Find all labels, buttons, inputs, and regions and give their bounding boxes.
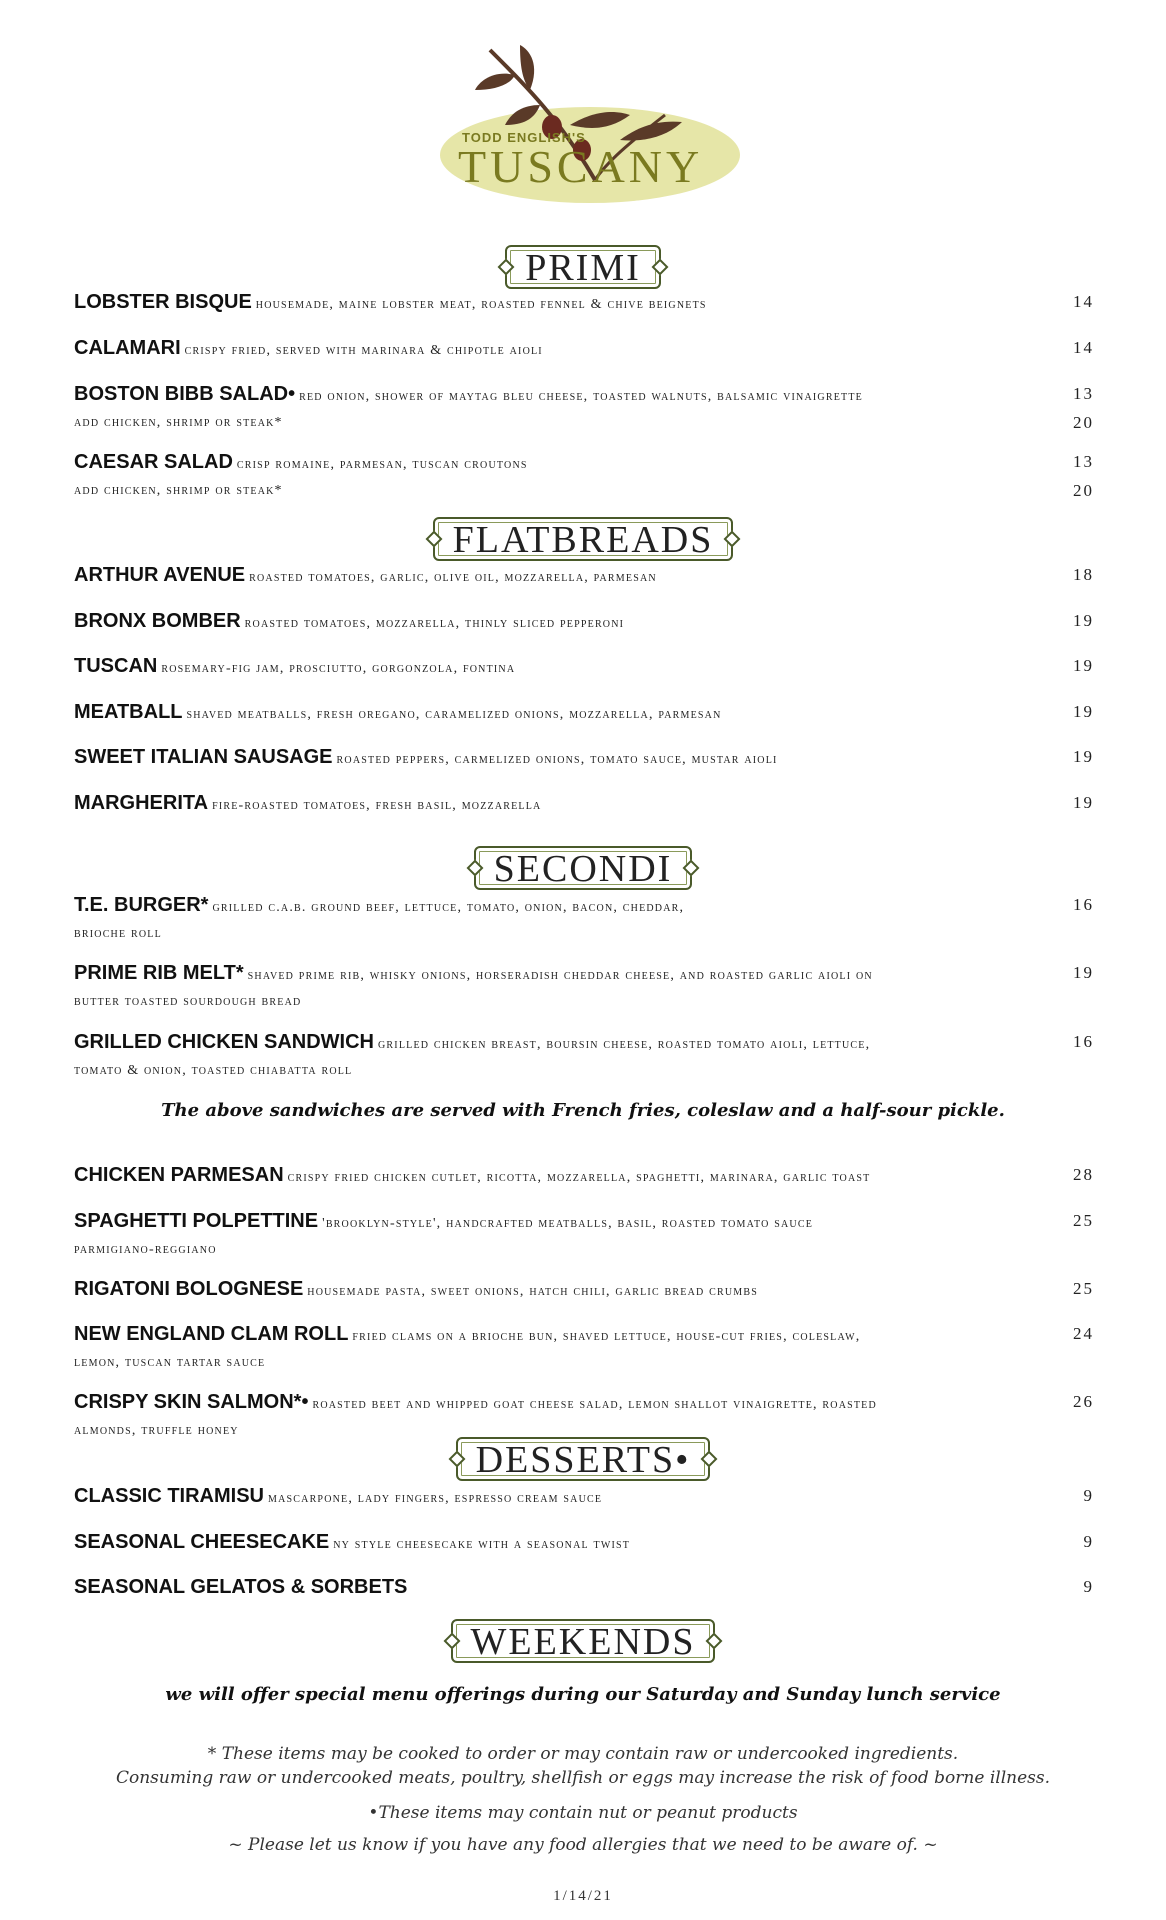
item-price: 26 — [1073, 1392, 1094, 1411]
item-name: ARTHUR AVENUE — [74, 564, 246, 586]
item-addon: add chicken, shrimp or steak* — [74, 415, 283, 430]
section-title: SECONDI — [474, 846, 693, 890]
menu-item — [74, 1162, 1094, 1191]
item-name: NEW ENGLAND CLAM ROLL — [74, 1323, 349, 1345]
item-description: fire-roasted tomatoes, fresh basil, mozzarella — [212, 798, 542, 813]
menu-item — [74, 1574, 1094, 1603]
item-name: CRISPY SKIN SALMON*• — [74, 1391, 309, 1413]
item-price: 19 — [1073, 702, 1094, 721]
item-price: 9 — [1083, 1532, 1094, 1551]
item-description-cont: brioche roll — [74, 926, 162, 941]
item-description: roasted peppers, carmelized onions, tomato sauce, mustar aioli — [336, 752, 778, 767]
olive-branch-logo-icon — [420, 30, 760, 210]
item-price: 24 — [1073, 1324, 1094, 1343]
item-description: crisp romaine, parmesan, tuscan croutons — [236, 457, 528, 472]
item-price: 25 — [1073, 1211, 1094, 1230]
item-name: SPAGHETTI POLPETTINE — [74, 1210, 319, 1232]
item-description: fried clams on a brioche bun, shaved lettuce, house-cut fries, coleslaw, — [352, 1329, 861, 1344]
weekends-note: we will offer special menu offerings during our Saturday and Sunday lunch service — [165, 1684, 1001, 1705]
item-name: SEASONAL CHEESECAKE — [74, 1531, 330, 1553]
item-description-cont: butter toasted sourdough bread — [74, 994, 302, 1009]
item-name: CALAMARI — [74, 337, 181, 359]
item-addon-price: 20 — [1073, 413, 1094, 432]
item-name: TUSCAN — [74, 655, 158, 677]
item-description: shaved meatballs, fresh oregano, caramelized onions, mozzarella, parmesan — [186, 707, 722, 722]
section-header-desserts — [0, 1437, 1166, 1481]
item-description: housemade, maine lobster meat, roasted fennel & chive beignets — [255, 297, 707, 312]
menu-item — [74, 744, 1094, 773]
sandwich-note: The above sandwiches are served with French fries, coleslaw and a half-sour pickle. — [161, 1100, 1005, 1121]
raw-warning-line-1: * These items may be cooked to order or may contain raw or undercooked ingredients. — [207, 1744, 959, 1764]
item-price: 14 — [1073, 292, 1094, 311]
item-name: MARGHERITA — [74, 792, 209, 814]
menu-item — [74, 1483, 1094, 1512]
item-description: ny style cheesecake with a seasonal twist — [333, 1537, 631, 1552]
menu-item — [74, 1529, 1094, 1558]
item-price: 19 — [1073, 611, 1094, 630]
item-price: 25 — [1073, 1279, 1094, 1298]
section-header-flatbreads — [0, 517, 1166, 561]
item-price: 16 — [1073, 895, 1094, 914]
item-name: GRILLED CHICKEN SANDWICH — [74, 1031, 374, 1053]
menu-date: 1/14/21 — [553, 1888, 613, 1904]
section-title: DESSERTS• — [456, 1437, 711, 1481]
item-name: SEASONAL GELATOS & SORBETS — [74, 1576, 408, 1598]
item-description-cont: tomato & onion, toasted chiabatta roll — [74, 1063, 353, 1078]
item-addon-price: 20 — [1073, 481, 1094, 500]
menu-item — [74, 699, 1094, 728]
item-price: 19 — [1073, 963, 1094, 982]
item-description: roasted tomatoes, garlic, olive oil, mozzarella, parmesan — [249, 570, 657, 585]
menu-item — [74, 289, 1094, 318]
item-description: grilled chicken breast, boursin cheese, roasted tomato aioli, lettuce, — [378, 1037, 871, 1052]
menu-item — [74, 960, 1094, 1015]
item-description: mascarpone, lady fingers, espresso cream sauce — [268, 1491, 603, 1506]
item-price: 18 — [1073, 565, 1094, 584]
item-description-cont: almonds, truffle honey — [74, 1423, 239, 1438]
tuscany-logo — [420, 30, 760, 210]
logo-big-text: TUSCANY — [458, 141, 704, 192]
menu-item — [74, 1389, 1094, 1444]
item-name: RIGATONI BOLOGNESE — [74, 1278, 304, 1300]
menu-item — [74, 562, 1094, 591]
section-header-primi — [0, 245, 1166, 289]
logo-small-text: TODD ENGLISH'S — [462, 130, 586, 145]
item-description: shaved prime rib, whisky onions, horseradish cheddar cheese, and roasted garlic aioli on — [247, 968, 873, 983]
item-name: CHICKEN PARMESAN — [74, 1164, 284, 1186]
allergy-note: ~ Please let us know if you have any food allergies that we need to be aware of. ~ — [228, 1835, 938, 1855]
item-price: 28 — [1073, 1165, 1094, 1184]
section-title: WEEKENDS — [451, 1619, 716, 1663]
section-title: FLATBREADS — [433, 517, 734, 561]
section-header-secondi — [0, 846, 1166, 890]
section-header-weekends — [0, 1619, 1166, 1663]
menu-item — [74, 1029, 1094, 1084]
item-description: rosemary-fig jam, prosciutto, gorgonzola, fontina — [161, 661, 516, 676]
item-name: BOSTON BIBB SALAD• — [74, 383, 296, 405]
section-title: PRIMI — [505, 245, 661, 289]
item-price: 19 — [1073, 747, 1094, 766]
item-name: BRONX BOMBER — [74, 610, 241, 632]
menu-item — [74, 335, 1094, 364]
item-description: crispy fried, served with marinara & chipotle aioli — [184, 343, 543, 358]
menu-item — [74, 790, 1094, 819]
menu-item — [74, 449, 1094, 504]
item-price: 16 — [1073, 1032, 1094, 1051]
item-description: roasted beet and whipped goat cheese salad, lemon shallot vinaigrette, roasted — [312, 1397, 877, 1412]
item-price: 9 — [1083, 1486, 1094, 1505]
item-price: 14 — [1073, 338, 1094, 357]
item-addon: add chicken, shrimp or steak* — [74, 483, 283, 498]
item-name: CAESAR SALAD — [74, 451, 233, 473]
item-description: grilled c.a.b. ground beef, lettuce, tomato, onion, bacon, cheddar, — [212, 900, 685, 915]
item-name: PRIME RIB MELT* — [74, 962, 244, 984]
item-price: 13 — [1073, 384, 1094, 403]
item-description-cont: parmigiano-reggiano — [74, 1242, 217, 1257]
item-price: 9 — [1083, 1577, 1094, 1596]
menu-item — [74, 653, 1094, 682]
raw-warning-line-2: Consuming raw or undercooked meats, poultry, shellfish or eggs may increase the risk of food borne illness. — [115, 1768, 1050, 1788]
menu-item — [74, 1321, 1094, 1376]
nut-warning: •These items may contain nut or peanut products — [368, 1803, 798, 1823]
item-description: red onion, shower of maytag bleu cheese, toasted walnuts, balsamic vinaigrette — [299, 389, 863, 404]
item-name: CLASSIC TIRAMISU — [74, 1485, 264, 1507]
item-name: LOBSTER BISQUE — [74, 291, 252, 313]
item-name: T.E. BURGER* — [74, 894, 209, 916]
menu-item — [74, 608, 1094, 637]
item-price: 19 — [1073, 793, 1094, 812]
item-description: roasted tomatoes, mozzarella, thinly sliced pepperoni — [244, 616, 625, 631]
menu-item — [74, 381, 1094, 436]
item-name: MEATBALL — [74, 701, 183, 723]
menu-item — [74, 1208, 1094, 1263]
item-description: 'brooklyn-style', handcrafted meatballs, basil, roasted tomato sauce — [322, 1216, 813, 1231]
item-price: 19 — [1073, 656, 1094, 675]
item-description-cont: lemon, tuscan tartar sauce — [74, 1355, 266, 1370]
menu-item — [74, 1276, 1094, 1305]
item-price: 13 — [1073, 452, 1094, 471]
item-name: SWEET ITALIAN SAUSAGE — [74, 746, 333, 768]
item-description: crispy fried chicken cutlet, ricotta, mozzarella, spaghetti, marinara, garlic toast — [287, 1170, 871, 1185]
item-description: housemade pasta, sweet onions, hatch chili, garlic bread crumbs — [307, 1284, 759, 1299]
menu-item — [74, 892, 1094, 947]
